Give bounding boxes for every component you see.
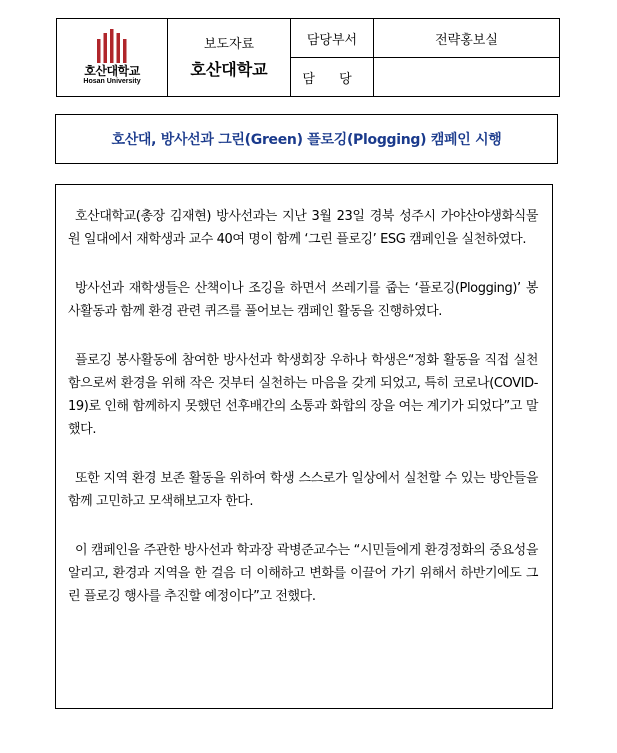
article-paragraph: 또한 지역 환경 보존 활동을 위하여 학생 스스로가 일상에서 실천할 수 있는 방안들을 함께 고민하고 모색해보고자 한다. (68, 471, 538, 509)
press-header-table (56, 18, 560, 97)
department-value: 전략홍보실 (374, 19, 560, 58)
organization-name: 호산대학교 (190, 59, 268, 79)
logo-name-english: Hosan University (83, 78, 141, 85)
article-body (55, 184, 553, 709)
manager-label: 담 당 (291, 58, 374, 97)
logo-cell (57, 19, 168, 97)
university-logo (57, 19, 167, 96)
headline-title: 호산대, 방사선과 그린(Green) 플로깅(Plogging) 캠페인 시행 (111, 132, 502, 148)
logo-name-korean: 호산대학교 (84, 64, 140, 78)
article-paragraph: 이 캠페인을 주관한 방사선과 학과장 곽병준교수는 “시민들에게 환경정화의 중요성을 알리고, 환경과 지역을 한 걸음 더 이해하고 변화를 이끌어 가기 위해서 하반기에도 그린 플로깅 행사를 추진할 예정이다”고 전했다. (68, 543, 538, 604)
article-paragraph: 플로깅 봉사활동에 참여한 방사선과 학생회장 우하나 학생은“정화 활동을 직접 실천함으로써 환경을 위해 작은 것부터 실천하는 마음을 갖게 되었고, 특히 코로나(COVID-19)로 인해 함께하지 못했던 선후배간의 소통과 화합의 장을 여는 계기가 되었다”고 말했다. (68, 353, 538, 437)
press-release-label: 보도자료 (203, 36, 255, 52)
headline-box (55, 114, 558, 164)
press-cell (168, 19, 291, 97)
article-paragraph: 호산대학교(총장 김재현) 방사선과는 지난 3월 23일 경북 성주시 가야산야생화식물원 일대에서 재학생과 교수 40여 명이 함께 ‘그린 플로깅’ ESG 캠페인을 실천하였다. (68, 209, 538, 247)
article-paragraph: 방사선과 재학생들은 산책이나 조깅을 하면서 쓰레기를 줍는 ‘플로깅(Plogging)’ 봉사활동과 함께 환경 관련 퀴즈를 풀어보는 캠페인 활동을 진행하였다. (68, 281, 538, 319)
department-label: 담당부서 (291, 19, 374, 58)
university-emblem-icon (97, 29, 127, 63)
manager-value (374, 58, 560, 97)
